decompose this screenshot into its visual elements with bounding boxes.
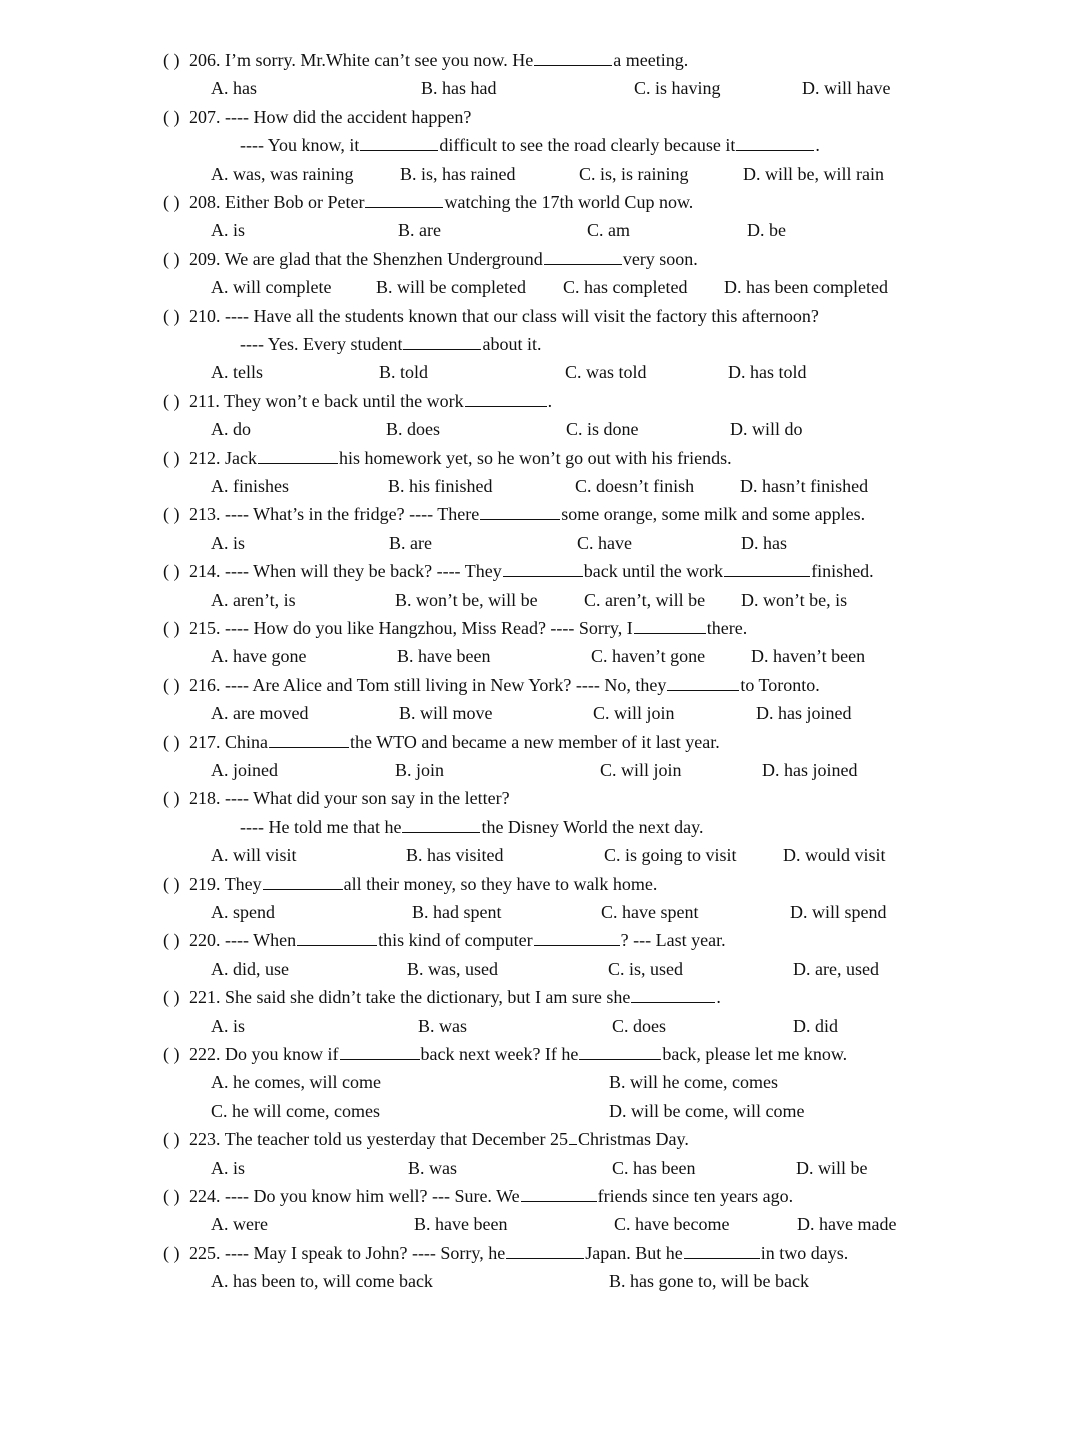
question-stem: [189, 671, 820, 699]
question-number: 208.: [189, 192, 221, 212]
question-text: ---- Are Alice and Tom still living in New York? ---- No, they: [225, 674, 667, 695]
question-stem: [189, 926, 726, 954]
question-text: some orange, some milk and some apples.: [561, 504, 866, 525]
question-216-line-1: [0, 671, 1080, 699]
question-number: 220.: [189, 930, 221, 951]
option-d[interactable]: D. be: [747, 220, 786, 241]
question-217-line-1: [0, 728, 1080, 756]
answer-bracket[interactable]: ( ): [163, 1129, 180, 1150]
option-c[interactable]: C. will join: [600, 760, 682, 780]
question-text: .: [815, 135, 820, 156]
question-number: 219.: [189, 873, 221, 894]
question-text: Do you know if: [225, 1044, 339, 1064]
question-text: a meeting.: [613, 50, 689, 70]
question-number: 212.: [189, 447, 221, 468]
option-d[interactable]: D. has joined: [762, 760, 858, 780]
option-c[interactable]: C. aren’t, will be: [584, 589, 706, 610]
option-d[interactable]: D. will be, will rain: [743, 163, 884, 184]
option-d[interactable]: D. hasn’t finished: [740, 476, 869, 496]
question-text: ---- When will they be back? ---- They: [225, 561, 502, 582]
option-a[interactable]: A. will complete: [211, 277, 332, 298]
option-a[interactable]: A. is: [211, 532, 246, 553]
option-b[interactable]: B. will be completed: [376, 277, 526, 298]
answer-blank[interactable]: [579, 1042, 661, 1060]
option-a[interactable]: A. he comes, will come: [211, 1072, 381, 1093]
question-number: 221.: [189, 987, 221, 1008]
answer-bracket[interactable]: ( ): [163, 106, 180, 127]
question-continuation: [240, 131, 820, 159]
option-c[interactable]: C. was told: [565, 362, 647, 383]
question-continuation: [240, 330, 541, 358]
option-d[interactable]: D. would visit: [783, 845, 886, 866]
question-stem: [189, 870, 657, 898]
question-text: We are glad that the Shenzhen Underground: [224, 248, 543, 269]
option-a[interactable]: A. has been to, will come back: [211, 1271, 433, 1292]
question-stem: [189, 444, 732, 472]
option-a[interactable]: A. finishes: [211, 476, 289, 496]
answer-bracket[interactable]: ( ): [163, 873, 180, 894]
question-224-line-1: [0, 1182, 1080, 1210]
question-208-options-row-1: [0, 216, 1080, 244]
option-c[interactable]: C. am: [587, 220, 630, 241]
option-b[interactable]: B. join: [395, 760, 445, 780]
question-stem: [189, 1182, 793, 1210]
answer-blank[interactable]: [506, 1241, 584, 1259]
question-stem: [189, 500, 865, 528]
question-206-line-1: [0, 46, 1080, 74]
option-d[interactable]: D. have made: [797, 1214, 897, 1235]
question-number: 224.: [189, 1186, 221, 1206]
question-214-line-1: [0, 557, 1080, 585]
question-text: ---- May I speak to John? ---- Sorry, he: [225, 1242, 506, 1263]
option-a[interactable]: A. is: [211, 1015, 246, 1036]
question-text: ---- Do you know him well? --- Sure. We: [225, 1186, 520, 1206]
question-number: 223.: [189, 1129, 221, 1150]
option-b[interactable]: B. was: [408, 1157, 457, 1178]
question-text: this kind of computer: [378, 930, 533, 951]
answer-bracket[interactable]: ( ): [163, 1242, 180, 1263]
option-b[interactable]: B. will he come, comes: [609, 1072, 778, 1093]
question-211-line-1: [0, 387, 1080, 415]
question-215-options-row-1: [0, 642, 1080, 670]
question-text: I’m sorry. Mr.White can’t see you now. He: [225, 50, 534, 70]
question-222-options-row-2: [0, 1097, 1080, 1125]
question-text: ---- When: [225, 930, 297, 951]
option-d[interactable]: D. has been completed: [724, 277, 888, 298]
question-text: She said she didn’t take the dictionary, but I am sure she: [225, 987, 631, 1008]
question-208-line-1: [0, 188, 1080, 216]
question-number: 222.: [189, 1044, 221, 1064]
question-number: 207.: [189, 106, 221, 127]
question-220-options-row-1: [0, 955, 1080, 983]
question-210-options-row-1: [0, 358, 1080, 386]
option-d[interactable]: D. are, used: [793, 958, 879, 979]
answer-bracket[interactable]: ( ): [163, 618, 180, 638]
option-c[interactable]: C. is, is raining: [579, 163, 689, 184]
question-text: ---- What’s in the fridge? ---- There: [225, 504, 480, 525]
question-stem: [189, 728, 720, 756]
answer-blank[interactable]: [534, 928, 620, 946]
option-c[interactable]: C. is done: [566, 419, 639, 440]
answer-blank[interactable]: [258, 446, 338, 464]
question-219-options-row-1: [0, 898, 1080, 926]
question-text: Either Bob or Peter: [225, 192, 365, 212]
question-210-line-2: [0, 330, 1080, 358]
question-text: ---- He told me that he: [240, 816, 402, 837]
question-211-options-row-1: [0, 415, 1080, 443]
answer-blank[interactable]: [736, 133, 814, 151]
answer-blank[interactable]: [667, 673, 739, 691]
question-continuation: [240, 813, 703, 841]
answer-blank[interactable]: [360, 133, 438, 151]
option-b[interactable]: B. has gone to, will be back: [609, 1271, 809, 1292]
question-text: ---- How do you like Hangzhou, Miss Read? ---- Sorry, I: [225, 618, 633, 638]
answer-blank[interactable]: [340, 1042, 420, 1060]
question-206-options-row-1: [0, 74, 1080, 102]
option-c[interactable]: C. have spent: [601, 902, 699, 922]
option-a[interactable]: A. is: [211, 1157, 246, 1178]
option-b[interactable]: B. is, has rained: [400, 163, 516, 184]
answer-bracket[interactable]: ( ): [163, 447, 180, 468]
answer-bracket[interactable]: ( ): [163, 788, 180, 809]
option-b[interactable]: B. had spent: [412, 902, 502, 922]
question-stem: [189, 614, 747, 642]
answer-blank[interactable]: [269, 730, 349, 748]
question-text: Jack: [225, 447, 257, 468]
answer-blank[interactable]: [402, 815, 480, 833]
option-c[interactable]: C. has completed: [563, 277, 688, 298]
question-text: in two days.: [760, 1242, 849, 1263]
option-a[interactable]: A. will visit: [211, 845, 297, 866]
option-d[interactable]: D. has told: [728, 362, 807, 383]
option-a[interactable]: A. joined: [211, 760, 278, 780]
question-number: 206.: [189, 50, 221, 70]
option-c[interactable]: C. is having: [634, 78, 721, 99]
option-a[interactable]: A. are moved: [211, 703, 309, 724]
question-216-options-row-1: [0, 699, 1080, 727]
answer-bracket[interactable]: ( ): [163, 1186, 180, 1206]
question-text: the Disney World the next day.: [481, 816, 704, 837]
answer-blank[interactable]: [503, 559, 583, 577]
option-c[interactable]: C. does: [612, 1015, 666, 1036]
option-a[interactable]: A. have gone: [211, 646, 307, 667]
answer-bracket[interactable]: ( ): [163, 192, 180, 212]
option-b[interactable]: B. are: [398, 220, 441, 241]
question-text: finished.: [811, 561, 874, 582]
question-stem: [189, 1040, 847, 1068]
question-221-line-1: [0, 983, 1080, 1011]
question-text: very soon.: [622, 248, 698, 269]
option-b[interactable]: B. told: [379, 362, 429, 383]
option-d[interactable]: D. did: [793, 1015, 838, 1036]
question-223-options-row-1: [0, 1154, 1080, 1182]
question-text: about it.: [482, 334, 542, 354]
option-a[interactable]: A. do: [211, 419, 251, 440]
option-b[interactable]: B. will move: [399, 703, 493, 724]
option-c[interactable]: C. has been: [612, 1157, 696, 1178]
answer-blank[interactable]: [263, 872, 343, 890]
option-b[interactable]: B. have been: [414, 1214, 508, 1235]
option-c[interactable]: C. is, used: [608, 958, 684, 979]
question-text: all their money, so they have to walk home.: [343, 873, 658, 894]
option-d[interactable]: D. will be: [796, 1157, 868, 1178]
question-223-line-1: [0, 1125, 1080, 1153]
question-222-line-1: [0, 1040, 1080, 1068]
question-214-options-row-1: [0, 586, 1080, 614]
question-text: ---- You know, it: [240, 135, 360, 156]
question-207-line-1: [0, 103, 1080, 131]
question-210-line-1: [0, 302, 1080, 330]
question-text: .: [716, 987, 721, 1008]
option-a[interactable]: A. has: [211, 78, 257, 99]
question-number: 214.: [189, 561, 221, 582]
question-stem: [189, 302, 819, 330]
question-number: 209.: [189, 248, 221, 269]
question-222-options-row-1: [0, 1068, 1080, 1096]
question-225-line-1: [0, 1239, 1080, 1267]
question-text: friends since ten years ago.: [597, 1186, 794, 1206]
answer-blank[interactable]: [534, 48, 612, 66]
option-d[interactable]: D. has joined: [756, 703, 852, 724]
question-number: 213.: [189, 504, 221, 525]
option-a[interactable]: A. was, was raining: [211, 163, 354, 184]
option-d[interactable]: D. will spend: [790, 902, 887, 922]
option-b[interactable]: B. his finished: [388, 476, 493, 496]
answer-blank[interactable]: [480, 502, 560, 520]
question-text: The teacher told us yesterday that December 25: [224, 1129, 569, 1150]
question-220-line-1: [0, 926, 1080, 954]
question-text: there.: [706, 618, 748, 638]
question-212-line-1: [0, 444, 1080, 472]
option-b[interactable]: B. was: [418, 1015, 467, 1036]
question-text: China: [225, 731, 268, 752]
option-c[interactable]: C. is going to visit: [604, 845, 737, 866]
question-text: to Toronto.: [740, 674, 820, 695]
answer-bracket[interactable]: ( ): [163, 1044, 180, 1064]
question-212-options-row-1: [0, 472, 1080, 500]
question-stem: [189, 557, 874, 585]
option-c[interactable]: C. have become: [614, 1214, 730, 1235]
question-stem: [189, 1125, 689, 1153]
question-text: ---- Yes. Every student: [240, 334, 403, 354]
question-number: 218.: [189, 788, 221, 809]
option-b[interactable]: B. does: [386, 419, 440, 440]
answer-blank[interactable]: [365, 190, 443, 208]
option-a[interactable]: A. is: [211, 220, 246, 241]
answer-blank[interactable]: [465, 389, 547, 407]
question-stem: [189, 188, 693, 216]
question-text: watching the 17th world Cup now.: [444, 192, 694, 212]
question-stem: [189, 46, 688, 74]
question-number: 215.: [189, 618, 221, 638]
answer-bracket[interactable]: ( ): [163, 390, 180, 411]
question-213-line-1: [0, 500, 1080, 528]
answer-blank[interactable]: [684, 1241, 760, 1259]
answer-blank[interactable]: [297, 928, 377, 946]
option-b[interactable]: B. has visited: [406, 845, 504, 866]
question-number: 211.: [189, 390, 220, 411]
option-c[interactable]: C. doesn’t finish: [575, 476, 695, 496]
option-b[interactable]: B. won’t be, will be: [395, 589, 538, 610]
question-number: 225.: [189, 1242, 221, 1263]
question-text: ? --- Last year.: [620, 930, 726, 951]
question-219-line-1: [0, 870, 1080, 898]
option-d[interactable]: D. will have: [802, 78, 891, 99]
question-text: Japan. But he: [585, 1242, 683, 1263]
question-number: 210.: [189, 305, 221, 326]
option-b[interactable]: B. have been: [397, 646, 491, 667]
question-215-line-1: [0, 614, 1080, 642]
answer-bracket[interactable]: ( ): [163, 305, 180, 326]
question-207-line-2: [0, 131, 1080, 159]
question-stem: [189, 784, 510, 812]
question-225-options-row-1: [0, 1267, 1080, 1295]
option-b[interactable]: B. was, used: [407, 958, 498, 979]
option-c[interactable]: C. will join: [593, 703, 675, 724]
answer-blank[interactable]: [724, 559, 810, 577]
answer-bracket[interactable]: ( ): [163, 674, 180, 695]
question-209-options-row-1: [0, 273, 1080, 301]
answer-bracket[interactable]: ( ): [163, 731, 180, 752]
question-stem: [189, 983, 721, 1011]
answer-bracket[interactable]: ( ): [163, 50, 180, 70]
option-a[interactable]: A. aren’t, is: [211, 589, 296, 610]
answer-blank[interactable]: [521, 1184, 597, 1202]
question-text: They: [224, 873, 262, 894]
question-text: They won’t e back until the work: [224, 390, 464, 411]
question-218-options-row-1: [0, 841, 1080, 869]
question-number: 216.: [189, 674, 221, 695]
option-d[interactable]: D. has: [741, 532, 787, 553]
option-a[interactable]: A. tells: [211, 362, 263, 383]
question-217-options-row-1: [0, 756, 1080, 784]
question-221-options-row-1: [0, 1012, 1080, 1040]
question-stem: [189, 245, 698, 273]
question-text: ---- What did your son say in the letter?: [225, 788, 510, 809]
question-text: back next week? If he: [420, 1044, 579, 1064]
option-c[interactable]: C. haven’t gone: [591, 646, 706, 667]
answer-blank[interactable]: [544, 247, 622, 265]
option-b[interactable]: B. are: [389, 532, 432, 553]
option-d[interactable]: D. will be come, will come: [609, 1100, 805, 1121]
question-224-options-row-1: [0, 1210, 1080, 1238]
answer-bracket[interactable]: ( ): [163, 561, 180, 582]
question-stem: [189, 103, 471, 131]
answer-blank[interactable]: [403, 332, 481, 350]
option-d[interactable]: D. won’t be, is: [741, 589, 848, 610]
question-218-line-2: [0, 813, 1080, 841]
question-text: .: [547, 390, 553, 411]
question-text: back until the work: [583, 561, 724, 582]
option-d[interactable]: D. will do: [730, 419, 803, 440]
answer-bracket[interactable]: ( ): [163, 248, 180, 269]
option-a[interactable]: A. did, use: [211, 958, 289, 979]
option-c[interactable]: C. he will come, comes: [211, 1100, 380, 1121]
question-207-options-row-1: [0, 160, 1080, 188]
question-text: back, please let me know.: [662, 1044, 848, 1064]
question-218-line-1: [0, 784, 1080, 812]
answer-bracket[interactable]: ( ): [163, 504, 180, 525]
answer-bracket[interactable]: ( ): [163, 987, 180, 1008]
option-b[interactable]: B. has had: [421, 78, 497, 99]
question-text: the WTO and became a new member of it last year.: [350, 731, 720, 752]
question-stem: [189, 1239, 848, 1267]
answer-blank[interactable]: [634, 616, 706, 634]
question-text: ---- Have all the students known that our class will visit the factory this afternoon?: [225, 305, 819, 326]
option-d[interactable]: D. haven’t been: [751, 646, 866, 667]
answer-blank[interactable]: [569, 1127, 577, 1145]
question-209-line-1: [0, 245, 1080, 273]
option-a[interactable]: A. were: [211, 1214, 268, 1235]
answer-blank[interactable]: [631, 985, 715, 1003]
answer-bracket[interactable]: ( ): [163, 930, 180, 951]
question-text: his homework yet, so he won’t go out with his friends.: [338, 447, 732, 468]
option-c[interactable]: C. have: [577, 532, 632, 553]
question-text: Christmas Day.: [578, 1129, 689, 1150]
question-text: difficult to see the road clearly because it: [439, 135, 736, 156]
question-stem: [189, 387, 552, 415]
question-text: ---- How did the accident happen?: [225, 106, 472, 127]
option-a[interactable]: A. spend: [211, 902, 275, 922]
question-213-options-row-1: [0, 529, 1080, 557]
question-number: 217.: [189, 731, 221, 752]
